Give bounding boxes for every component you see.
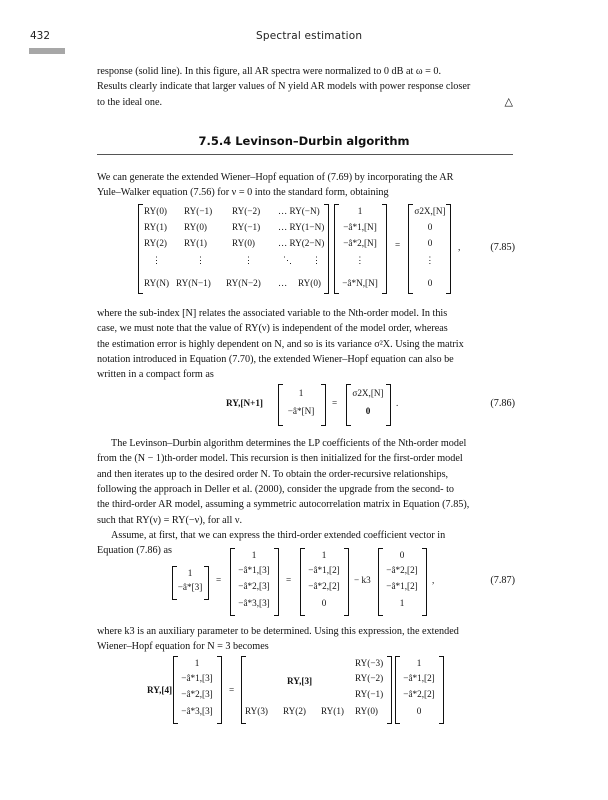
matrix-symbol: RY,[4]: [147, 685, 173, 695]
matrix-cell: RY(1): [144, 222, 167, 232]
vec-b-entry: 1: [321, 550, 327, 560]
paragraph-2-line-4: notation introduced in Equation (7.70), the extended Wiener–Hopf equation can also be: [97, 354, 454, 365]
equation-comma: ,: [432, 575, 435, 585]
vec-a-entry: −â*3,[3]: [181, 706, 213, 716]
equals-sign: =: [395, 240, 401, 250]
matrix-cell: RY(N−1): [176, 278, 211, 288]
matrix-cell: RY(−1): [232, 222, 261, 232]
matrix-vdots: ⋮: [152, 255, 162, 265]
lhs-entry: −â*[3]: [177, 582, 203, 592]
intro-line-3: to the ideal one.: [97, 97, 163, 108]
vec-c-entry: 1: [399, 598, 405, 608]
vector-entry: −â*[N]: [287, 406, 315, 416]
paragraph-2-line-2: case, we must note that the value of RY(ν) is independent of the model order, whereas: [97, 323, 448, 334]
running-header: [0, 30, 608, 46]
matrix-cell: RY(0): [184, 222, 207, 232]
matrix-cell: RY(N−2): [226, 278, 261, 288]
vec-b-entry: 0: [416, 706, 422, 716]
equation-number-7-86: (7.86): [490, 398, 515, 409]
vector-entry: −â*2,[N]: [343, 238, 377, 248]
vec-a-right-bracket: [274, 548, 279, 616]
vec-b-entry: −â*1,[2]: [403, 673, 435, 683]
inner-matrix-symbol: RY,[3]: [287, 676, 313, 686]
equals-sign: =: [332, 398, 338, 408]
matrix-cell: RY(0): [144, 206, 167, 216]
result-entry: σ2X,[N]: [352, 388, 384, 398]
vec-c-entry: −â*1,[2]: [386, 581, 418, 591]
matrix-right-bracket: [387, 656, 392, 724]
vector-entry: −â*1,[N]: [343, 222, 377, 232]
paragraph-3-line-3: and then iterates up to the desired order N. To obtain the order-recursive relationships,: [97, 469, 449, 480]
vec-c-entry: −â*2,[2]: [386, 565, 418, 575]
paragraph-3-line-2: from the (N − 1)th-order model. This recursion is then initialized for the first-order model: [97, 453, 463, 464]
equation-number-7-85: (7.85): [490, 242, 515, 253]
equals-sign: =: [216, 575, 222, 585]
result-entry: 0: [365, 406, 371, 416]
matrix-cell: RY(−3): [355, 658, 384, 668]
vector-entry: 1: [357, 206, 363, 216]
vec-c-right-bracket: [422, 548, 427, 616]
paragraph-4-line-1: Assume, at first, that we can express the third-order extended coefficient vector in: [111, 530, 446, 541]
equation-7-86: [226, 384, 406, 426]
intro-line-1: response (solid line). In this figure, all AR spectra were normalized to 0 dB at ω = 0.: [97, 66, 442, 77]
equation-7-87: [172, 548, 462, 614]
equals-sign: =: [229, 685, 235, 695]
vec-b-right-bracket: [344, 548, 349, 616]
result-right-bracket: [446, 204, 451, 294]
matrix-left-bracket: [138, 204, 143, 294]
paragraph-3-line-4: following the approach in Deller et al. (2000), consider the upgrade from the second- to: [97, 484, 455, 495]
matrix-cell: RY(−2): [232, 206, 261, 216]
page-number: 432: [30, 30, 51, 42]
vector-right-bracket: [382, 204, 387, 294]
result-right-bracket: [386, 384, 391, 426]
matrix-cell: RY(−2): [355, 673, 384, 683]
vec-b-entry: 1: [416, 658, 422, 668]
vec-a-entry: −â*2,[3]: [181, 689, 213, 699]
equation-7-85: [138, 204, 456, 294]
matrix-cell: RY(1): [184, 238, 207, 248]
lhs-right-bracket: [204, 566, 209, 600]
matrix-ddots: ⋱: [283, 255, 293, 265]
vec-a-entry: 1: [251, 550, 257, 560]
matrix-cell: RY(0): [355, 706, 378, 716]
result-entry: 0: [427, 238, 433, 248]
result-vdots: ⋮: [425, 255, 435, 265]
equation-comma: ,: [458, 242, 461, 253]
intro-line-2: Results clearly indicate that larger values of N yield AR models with power response closer: [97, 81, 471, 92]
vec-b-entry: 0: [321, 598, 327, 608]
paragraph-2-line-5: written in a compact form as: [97, 369, 214, 380]
equation-number-7-87: (7.87): [490, 575, 515, 586]
vec-b-right-bracket: [439, 656, 444, 724]
section-title: 7.5.4 Levinson–Durbin algorithm: [198, 134, 410, 148]
equation-wiener-hopf-n3: [147, 656, 447, 724]
paragraph-5-line-2: Wiener–Hopf equation for N = 3 becomes: [97, 641, 269, 652]
matrix-cell: RY(N): [144, 278, 170, 288]
header-rule: [29, 48, 65, 54]
paragraph-3-line-5: the third-order AR model, assuming a symmetric autocorrelation matrix in Equation (7.85),: [97, 499, 470, 510]
vec-c-entry: 0: [399, 550, 405, 560]
running-title: Spectral estimation: [256, 30, 363, 42]
matrix-vdots: ⋮: [244, 255, 254, 265]
paragraph-2-line-3: the estimation error is highly dependent on N, and so is its variance σ²X. Using the matrix: [97, 339, 464, 350]
result-entry: σ2X,[N]: [414, 206, 446, 216]
matrix-symbol: RY,[N+1]: [226, 398, 263, 408]
equals-sign: =: [286, 575, 292, 585]
paragraph-3-line-1: The Levinson–Durbin algorithm determines the LP coefficients of the Nth-order model: [111, 438, 467, 449]
vec-b-entry: −â*2,[2]: [403, 689, 435, 699]
matrix-cell: RY(2): [283, 706, 306, 716]
vector-right-bracket: [321, 384, 326, 426]
result-entry: 0: [427, 222, 433, 232]
matrix-cell: … RY(2−N): [278, 238, 325, 248]
vec-a-right-bracket: [217, 656, 222, 724]
matrix-vdots: ⋮: [196, 255, 206, 265]
paragraph-1-line-1: We can generate the extended Wiener–Hopf equation of (7.69) by incorporating the AR: [97, 172, 454, 183]
vec-b-entry: −â*2,[2]: [308, 581, 340, 591]
equation-period: .: [396, 398, 399, 408]
matrix-cell: RY(−1): [355, 689, 384, 699]
vector-entry: 1: [298, 388, 304, 398]
vec-a-entry: −â*1,[3]: [181, 673, 213, 683]
vec-a-entry: −â*3,[3]: [238, 598, 270, 608]
matrix-cell: RY(0): [298, 278, 321, 288]
vector-vdots: ⋮: [355, 255, 365, 265]
matrix-cell: …: [278, 278, 288, 288]
end-of-example-icon: △: [504, 96, 513, 108]
matrix-cell: … RY(−N): [278, 206, 320, 216]
paragraph-1-line-2: Yule–Walker equation (7.56) for ν = 0 into the standard form, obtaining: [97, 187, 389, 198]
result-entry: 0: [427, 278, 433, 288]
matrix-cell: … RY(1−N): [278, 222, 325, 232]
lhs-entry: 1: [187, 568, 193, 578]
vector-entry: −â*N,[N]: [342, 278, 378, 288]
paragraph-3-line-6: such that RY(ν) = RY(−ν), for all ν.: [97, 515, 242, 526]
vec-a-entry: 1: [194, 658, 200, 668]
matrix-cell: RY(2): [144, 238, 167, 248]
matrix-cell: RY(3): [245, 706, 268, 716]
vec-a-entry: −â*2,[3]: [238, 581, 270, 591]
matrix-cell: RY(0): [232, 238, 255, 248]
matrix-right-bracket: [324, 204, 329, 294]
paragraph-5-line-1: where k3 is an auxiliary parameter to be determined. Using this expression, the extended: [97, 626, 459, 637]
section-rule: [97, 154, 513, 155]
matrix-vdots: ⋮: [312, 255, 322, 265]
matrix-cell: RY(−1): [184, 206, 213, 216]
vec-b-entry: −â*1,[2]: [308, 565, 340, 575]
vec-a-entry: −â*1,[3]: [238, 565, 270, 575]
paragraph-4-line-2: Equation (7.86) as: [97, 545, 172, 556]
matrix-cell: RY(1): [321, 706, 344, 716]
paragraph-2-line-1: where the sub-index [N] relates the associated variable to the Nth-order model. In this: [97, 308, 448, 319]
minus-k3: − k3: [354, 575, 371, 585]
